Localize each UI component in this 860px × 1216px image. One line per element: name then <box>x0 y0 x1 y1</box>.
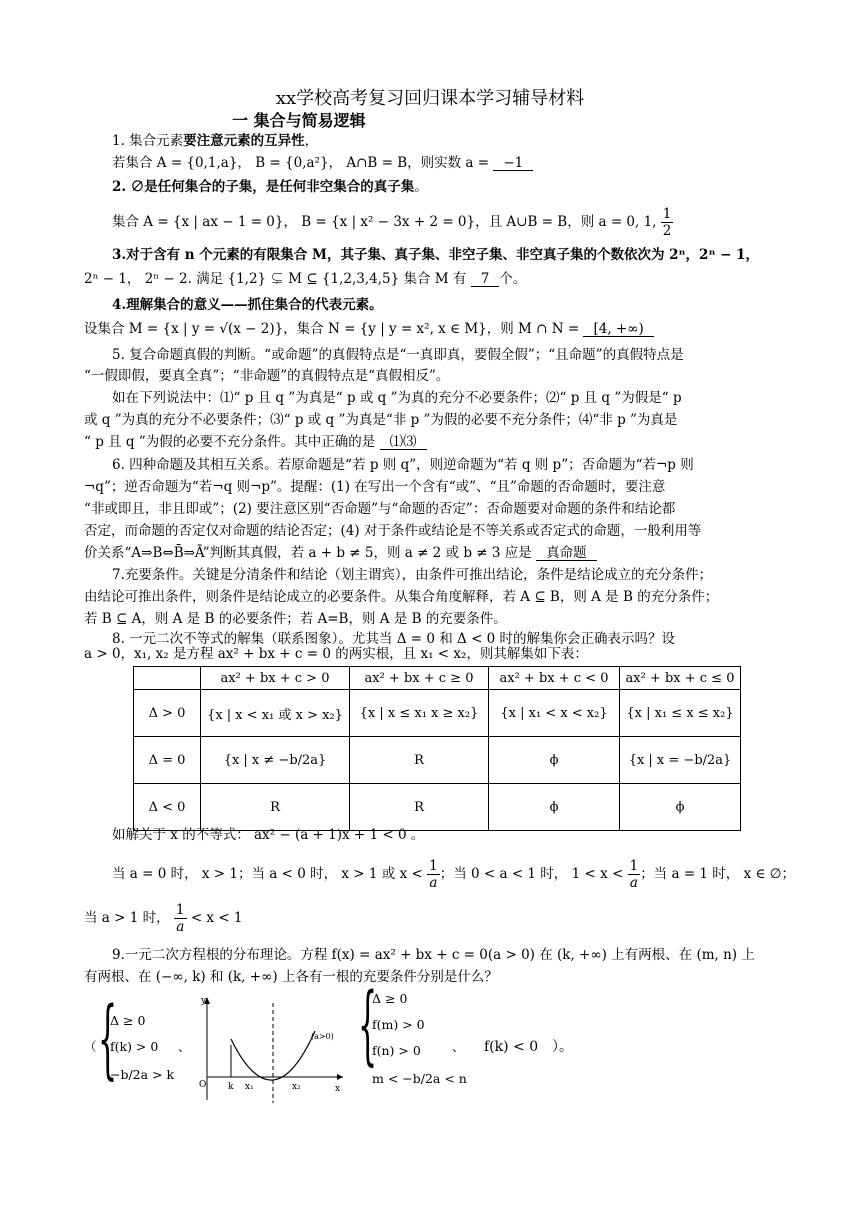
item-8-solution-line-2: 当 a > 1 时， $\frac{1}{a}$ < x < 1 <box>84 902 243 935</box>
table-row <box>134 690 741 737</box>
item-7-line-3: 若 B ⊆ A，则 A 是 B 的必要条件；若 A=B，则 A 是 B 的充要条件。 <box>84 611 507 627</box>
open-paren: （ <box>84 1039 97 1054</box>
item-4-example: 设集合 M = {x | y = √(x − 2)}，集合 N = {y | y = x², x ∈ M}，则 M ∩ N = [4, +∞) <box>84 320 654 338</box>
fraction-one-half: $\frac{1}{2}$ <box>662 206 672 239</box>
table-header-row <box>134 667 741 690</box>
item-6-line-1: 6. 四种命题及其相互关系。若原命题是“若 p 则 q”，则逆命题为“若 q 则 p”；否命题为“若¬p 则 <box>112 457 694 473</box>
item-8-example: 如解关于 x 的不等式： ax² − (a + 1)x + 1 < 0 。 <box>112 827 425 843</box>
condition: f(k) > 0 <box>110 1039 159 1054</box>
item-1-answer: −1 <box>493 156 533 171</box>
table-cell: ϕ <box>489 784 620 831</box>
item-5-line-5: “ p 且 q ”为假的必要不充分条件。其中正确的是 ⑴⑶ <box>84 433 427 451</box>
table-header-cell <box>134 667 201 690</box>
separator: 、 <box>178 1039 191 1054</box>
solution-set-table <box>133 666 741 831</box>
condition: Δ ≥ 0 <box>372 991 408 1006</box>
table-cell: {x | x ≤ x₁ x ≥ x₂} <box>350 690 489 737</box>
table-row <box>134 784 741 831</box>
condition: Δ ≥ 0 <box>110 1013 146 1028</box>
table-cell: {x | x ≠ −b/2a} <box>201 737 350 784</box>
graph-label-y: y <box>201 996 207 1006</box>
graph-label-k: k <box>228 1082 234 1092</box>
condition: m < −b/2a < n <box>372 1071 467 1086</box>
item-1-heading: 1. 集合元素要注意元素的互异性， <box>112 133 319 149</box>
graph-label-origin: O <box>199 1080 207 1090</box>
separator: 、 <box>452 1039 465 1054</box>
x-axis-arrow-icon <box>337 1074 343 1080</box>
condition: −b/2a > k <box>110 1067 175 1082</box>
table-cell: R <box>350 737 489 784</box>
item-6-line-5: 价关系“A⇒B⇔B̄⇒Ā”判断其真假，若 a + b ≠ 5，则 a ≠ 2 或 b ≠ 3 应是 真命题 <box>84 544 597 562</box>
table-cell: ϕ <box>620 784 741 831</box>
table-cell: Δ = 0 <box>134 737 201 784</box>
item-5-line-3: 如在下列说法中：⑴“ p 且 q ”为真是“ p 或 q ”为真的充分不必要条件；⑵“ p 且 q ”为假是“ p <box>112 390 682 406</box>
left-brace-icon: { <box>98 989 118 1089</box>
item-4-answer: [4, +∞) <box>583 322 653 337</box>
item-2-example: 集合 A = {x | ax − 1 = 0}， B = {x | x² − 3x + 2 = 0}，且 A∪B = B，则 a = 0, 1, $\frac{1}{2}$ <box>112 206 672 239</box>
fraction-one-over-a: $\frac{1}{a}$ <box>629 858 639 891</box>
item-6-answer: 真命题 <box>536 546 597 561</box>
item-1-example: 若集合 A = {0,1,a}， B = {0,a²}， A∩B = B，则实数 a = −1 <box>112 154 533 172</box>
fraction-one-over-a: $\frac{1}{a}$ <box>175 902 185 935</box>
table-header-cell: ax² + bx + c < 0 <box>489 667 620 690</box>
table-cell: {x | x₁ ≤ x ≤ x₂} <box>620 690 741 737</box>
table-cell: ϕ <box>489 737 620 784</box>
item-5-line-1: 5. 复合命题真假的判断。“或命题”的真假特点是“一真即真，要假全假”；“且命题”的真假特点是 <box>112 347 684 363</box>
item-8-line-1: 8. 一元二次不等式的解集（联系图象）。尤其当 Δ = 0 和 Δ < 0 时的解集你会正确表示吗？设 <box>112 631 676 647</box>
item-7-line-1: 7.充要条件。关键是分清条件和结论（划主谓宾），由条件可推出结论，条件是结论成立的充分条件； <box>112 567 713 583</box>
item-6-line-2: ¬q”；逆否命题为“若¬q 则¬p”。提醒：(1) 在写出一个含有“或”、“且”命题的否命题时，要注意 <box>84 479 666 495</box>
document-title: xx学校高考复习回归课本学习辅导材料 <box>275 88 585 109</box>
item-3-example: 2ⁿ − 1， 2ⁿ − 2. 满足 {1,2} ⊊ M ⊆ {1,2,3,4,5} 集合 M 有 7 个。 <box>84 271 527 287</box>
table-cell: {x | x = −b/2a} <box>620 737 741 784</box>
table-cell: R <box>350 784 489 831</box>
item-9-line-2: 有两根、在 (−∞, k) 和 (k, +∞) 上各有一根的充要条件分别是什么？ <box>84 969 498 985</box>
table-cell: R <box>201 784 350 831</box>
graph-label-x1: x₁ <box>245 1082 254 1092</box>
item-9-line-1: 9.一元二次方程根的分布理论。方程 f(x) = ax² + bx + c = 0(a > 0) 在 (k, +∞) 上有两根、在 (m, n) 上 <box>112 947 755 963</box>
item-5-answer: ⑴⑶ <box>380 435 427 450</box>
table-cell: Δ < 0 <box>134 784 201 831</box>
graph-label-a-positive: (a>0) <box>311 1032 334 1041</box>
fraction-one-over-a: $\frac{1}{a}$ <box>429 858 438 891</box>
table-row <box>134 737 741 784</box>
item-6-line-3: “非或即且，非且即或”；(2) 要注意区别“否命题”与“命题的否定”：否命题要对命题的条件和结论都 <box>84 501 676 517</box>
graph-label-x2: x₂ <box>292 1082 301 1092</box>
item-8-solution-line-1: 当 a = 0 时， x > 1；当 a < 0 时， x > 1 或 x < $\frac{1}{a}$ ；当 0 < a < 1 时， 1 < x < $\frac{1}{a}$ ；当 a = 1 时， x ∈ ∅； <box>112 858 796 891</box>
condition: f(n) > 0 <box>372 1043 421 1058</box>
table-cell: Δ > 0 <box>134 690 201 737</box>
item-5-line-4: 或 q ”为真的充分不必要条件；⑶“ p 或 q ”为真是“非 p ”为假的必要不充分条件；⑷“非 p ”为真是 <box>84 412 678 428</box>
left-brace-icon: { <box>358 975 378 1075</box>
item-2-heading: 2. ∅是任何集合的子集，是任何非空集合的真子集。 <box>112 179 428 195</box>
table-header-cell: ax² + bx + c ≤ 0 <box>620 667 741 690</box>
table-cell: {x | x₁ < x < x₂} <box>489 690 620 737</box>
condition: f(m) > 0 <box>372 1017 425 1032</box>
table-header-cell: ax² + bx + c > 0 <box>201 667 350 690</box>
item-3-heading: 3.对于含有 n 个元素的有限集合 M，其子集、真子集、非空子集、非空真子集的个数依次为 2ⁿ，2ⁿ − 1， <box>112 247 760 263</box>
parabola-graph <box>195 995 345 1105</box>
section-title: 一 集合与简易逻辑 <box>232 111 366 130</box>
item-4-heading: 4.理解集合的意义——抓住集合的代表元素。 <box>112 297 383 313</box>
close-paren: ）。 <box>552 1039 573 1055</box>
table-header-cell: ax² + bx + c ≥ 0 <box>350 667 489 690</box>
condition-last: f(k) < 0 <box>484 1039 539 1055</box>
condition-set-1 <box>110 1010 174 1086</box>
item-3-answer: 7 <box>471 272 500 287</box>
item-5-line-2: “一假即假，要真全真”；“非命题”的真假特点是“真假相反”。 <box>84 368 450 384</box>
item-6-line-4: 否定，而命题的否定仅对命题的结论否定；(4) 对于条件或结论是不等关系或否定式的命题，一般利用等 <box>84 523 702 539</box>
graph-label-x: x <box>335 1084 341 1094</box>
item-7-line-2: 由结论可推出条件，则条件是结论成立的必要条件。从集合角度解释，若 A ⊆ B，则 A 是 B 的充分条件； <box>84 589 719 605</box>
item-8-line-2: a > 0，x₁, x₂ 是方程 ax² + bx + c = 0 的两实根，且 x₁ < x₂，则其解集如下表： <box>84 646 588 662</box>
table-cell: {x | x < x₁ 或 x > x₂} <box>201 690 350 737</box>
